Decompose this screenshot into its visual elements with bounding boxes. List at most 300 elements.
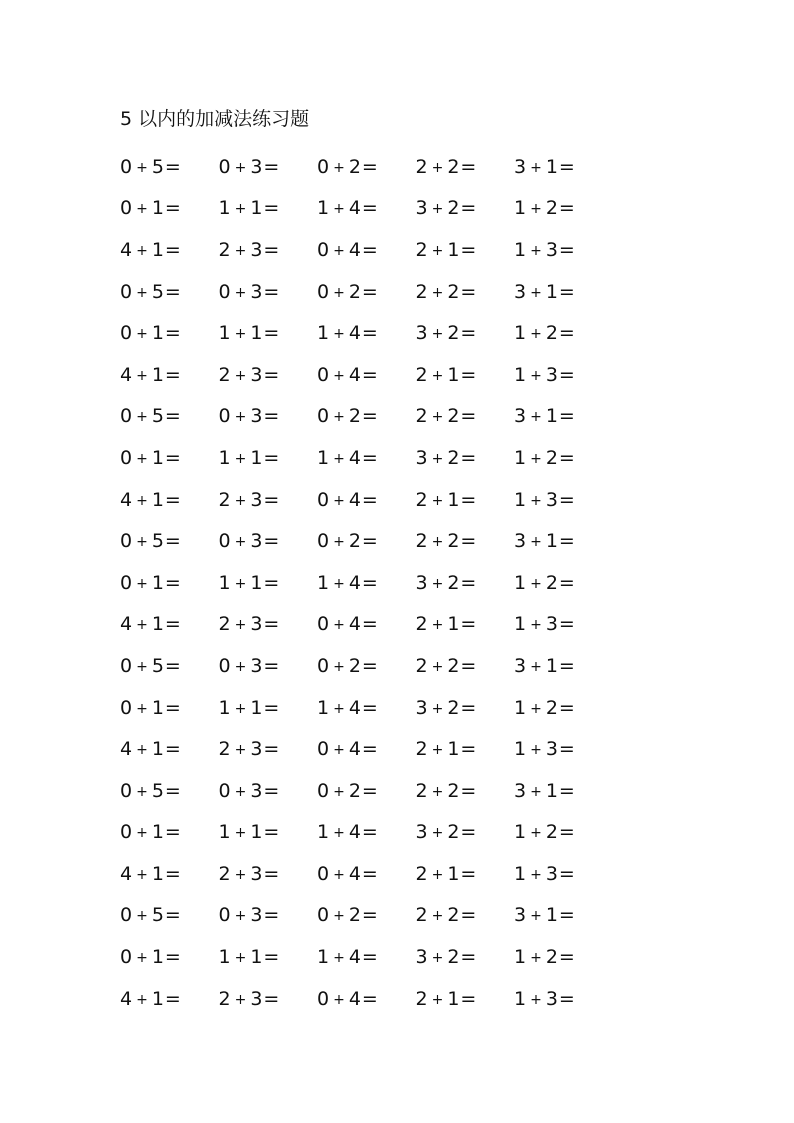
- addend-second: 4: [348, 862, 361, 885]
- problem-row: [120, 313, 640, 355]
- addition-problem: [416, 446, 515, 472]
- equals-sign: =: [263, 654, 280, 677]
- addend-second: 2: [545, 571, 558, 594]
- addition-problem: [219, 529, 318, 555]
- addend-first: 2: [415, 155, 428, 178]
- addend-second: 3: [250, 904, 263, 927]
- addend-first: 2: [415, 654, 428, 677]
- addition-problem: [120, 612, 219, 638]
- addition-problem: [416, 529, 515, 555]
- addition-problem: [416, 363, 515, 389]
- addition-problem: [219, 654, 318, 680]
- addend-second: 4: [348, 946, 361, 969]
- addend-second: 4: [348, 696, 361, 719]
- addition-problem: [120, 488, 219, 514]
- plus-sign: +: [530, 159, 542, 176]
- addend-second: 5: [151, 904, 164, 927]
- plus-sign: +: [333, 950, 345, 967]
- addend-first: 0: [120, 155, 133, 178]
- equals-sign: =: [164, 862, 181, 885]
- equals-sign: =: [558, 696, 575, 719]
- addition-problem: [416, 696, 515, 722]
- equals-sign: =: [460, 363, 477, 386]
- plus-sign: +: [234, 742, 247, 759]
- addend-first: 1: [514, 613, 527, 636]
- addition-problem: [120, 862, 219, 888]
- problem-row: [120, 480, 640, 522]
- plus-sign: +: [333, 534, 345, 551]
- equals-sign: =: [558, 197, 575, 220]
- addend-first: 2: [415, 738, 428, 761]
- plus-sign: +: [431, 742, 444, 759]
- equals-sign: =: [164, 821, 181, 844]
- addition-problem: [514, 987, 613, 1013]
- addend-first: 1: [317, 821, 330, 844]
- addend-second: 1: [545, 405, 558, 428]
- addend-second: 4: [348, 488, 361, 511]
- addend-second: 2: [348, 280, 361, 303]
- addend-first: 0: [317, 654, 330, 677]
- equals-sign: =: [361, 363, 378, 386]
- equals-sign: =: [361, 322, 378, 345]
- addend-first: 3: [514, 904, 527, 927]
- equals-sign: =: [558, 654, 575, 677]
- equals-sign: =: [361, 779, 378, 802]
- plus-sign: +: [530, 950, 542, 967]
- addition-problem: [120, 404, 219, 430]
- plus-sign: +: [234, 201, 247, 218]
- addend-second: 1: [447, 363, 460, 386]
- addition-problem: [416, 654, 515, 680]
- plus-sign: +: [234, 492, 247, 509]
- equals-sign: =: [558, 155, 575, 178]
- addend-first: 0: [317, 155, 330, 178]
- addend-second: 3: [250, 987, 263, 1010]
- problem-row: [120, 646, 640, 688]
- addition-problem: [120, 363, 219, 389]
- equals-sign: =: [460, 904, 477, 927]
- plus-sign: +: [530, 908, 542, 925]
- addend-second: 5: [151, 405, 164, 428]
- addend-second: 1: [151, 862, 164, 885]
- addition-problem: [416, 404, 515, 430]
- plus-sign: +: [234, 367, 247, 384]
- addend-first: 4: [120, 862, 133, 885]
- addition-problem: [219, 488, 318, 514]
- addend-second: 1: [250, 696, 263, 719]
- addend-second: 3: [250, 738, 263, 761]
- addition-problem: [416, 571, 515, 597]
- addend-second: 5: [151, 530, 164, 553]
- equals-sign: =: [558, 821, 575, 844]
- equals-sign: =: [460, 322, 477, 345]
- addend-first: 1: [218, 322, 231, 345]
- addend-second: 4: [348, 738, 361, 761]
- plus-sign: +: [136, 159, 148, 176]
- addend-second: 1: [545, 155, 558, 178]
- equals-sign: =: [164, 987, 181, 1010]
- plus-sign: +: [136, 742, 148, 759]
- addition-problem: [514, 612, 613, 638]
- equals-sign: =: [263, 405, 280, 428]
- equals-sign: =: [164, 155, 181, 178]
- plus-sign: +: [333, 284, 345, 301]
- addend-second: 2: [447, 280, 460, 303]
- addend-first: 1: [514, 987, 527, 1010]
- plus-sign: +: [333, 159, 345, 176]
- equals-sign: =: [460, 654, 477, 677]
- plus-sign: +: [431, 658, 444, 675]
- equals-sign: =: [164, 946, 181, 969]
- equals-sign: =: [164, 363, 181, 386]
- addend-first: 1: [514, 197, 527, 220]
- addend-second: 3: [250, 654, 263, 677]
- plus-sign: +: [431, 326, 444, 343]
- equals-sign: =: [164, 738, 181, 761]
- addition-problem: [317, 196, 416, 222]
- addition-problem: [514, 779, 613, 805]
- addition-problem: [514, 737, 613, 763]
- addend-second: 1: [151, 738, 164, 761]
- equals-sign: =: [361, 904, 378, 927]
- addend-first: 1: [514, 821, 527, 844]
- addend-first: 1: [514, 738, 527, 761]
- addend-first: 0: [218, 280, 231, 303]
- addition-problem: [514, 696, 613, 722]
- addend-second: 1: [545, 904, 558, 927]
- addition-problem: [317, 155, 416, 181]
- plus-sign: +: [234, 326, 247, 343]
- plus-sign: +: [136, 409, 148, 426]
- equals-sign: =: [263, 446, 280, 469]
- addend-first: 0: [120, 571, 133, 594]
- plus-sign: +: [530, 991, 542, 1008]
- plus-sign: +: [333, 575, 345, 592]
- addition-problem: [219, 321, 318, 347]
- addition-problem: [416, 280, 515, 306]
- addend-second: 3: [250, 530, 263, 553]
- addition-problem: [317, 737, 416, 763]
- addend-first: 0: [120, 322, 133, 345]
- addend-second: 1: [151, 363, 164, 386]
- problem-row: [120, 771, 640, 813]
- addend-first: 0: [120, 446, 133, 469]
- plus-sign: +: [136, 658, 148, 675]
- equals-sign: =: [460, 530, 477, 553]
- plus-sign: +: [234, 284, 247, 301]
- addend-first: 1: [514, 488, 527, 511]
- addition-problem: [120, 280, 219, 306]
- addition-problem: [416, 612, 515, 638]
- equals-sign: =: [460, 821, 477, 844]
- equals-sign: =: [263, 946, 280, 969]
- addend-first: 3: [514, 530, 527, 553]
- equals-sign: =: [558, 405, 575, 428]
- addend-first: 1: [514, 446, 527, 469]
- addend-second: 1: [545, 654, 558, 677]
- equals-sign: =: [460, 946, 477, 969]
- plus-sign: +: [234, 242, 247, 259]
- equals-sign: =: [263, 280, 280, 303]
- addend-first: 2: [415, 904, 428, 927]
- plus-sign: +: [431, 700, 444, 717]
- addend-second: 2: [447, 571, 460, 594]
- addend-first: 3: [415, 696, 428, 719]
- plus-sign: +: [431, 367, 444, 384]
- addend-second: 2: [447, 821, 460, 844]
- equals-sign: =: [558, 238, 575, 261]
- problem-row: [120, 937, 640, 979]
- addend-second: 3: [545, 987, 558, 1010]
- addend-second: 2: [545, 197, 558, 220]
- addition-problem: [120, 196, 219, 222]
- equals-sign: =: [361, 530, 378, 553]
- addend-first: 3: [514, 779, 527, 802]
- addend-second: 2: [348, 904, 361, 927]
- addend-second: 1: [151, 238, 164, 261]
- equals-sign: =: [460, 613, 477, 636]
- addition-problem: [219, 987, 318, 1013]
- addend-second: 1: [447, 738, 460, 761]
- addend-first: 2: [415, 238, 428, 261]
- addend-second: 1: [250, 322, 263, 345]
- addend-first: 0: [120, 197, 133, 220]
- equals-sign: =: [263, 904, 280, 927]
- addition-problem: [120, 696, 219, 722]
- addition-problem: [317, 529, 416, 555]
- addend-second: 1: [250, 946, 263, 969]
- plus-sign: +: [431, 991, 444, 1008]
- plus-sign: +: [136, 617, 148, 634]
- addend-second: 3: [250, 155, 263, 178]
- plus-sign: +: [136, 326, 148, 343]
- plus-sign: +: [136, 575, 148, 592]
- equals-sign: =: [164, 238, 181, 261]
- addend-first: 0: [317, 904, 330, 927]
- addend-first: 1: [218, 571, 231, 594]
- plus-sign: +: [333, 367, 345, 384]
- addition-problem: [514, 862, 613, 888]
- plus-sign: +: [136, 700, 148, 717]
- addend-first: 0: [317, 405, 330, 428]
- addend-second: 3: [545, 238, 558, 261]
- plus-sign: +: [530, 326, 542, 343]
- plus-sign: +: [234, 658, 247, 675]
- addend-second: 2: [545, 696, 558, 719]
- addend-second: 2: [545, 446, 558, 469]
- addend-second: 4: [348, 446, 361, 469]
- addend-first: 2: [415, 280, 428, 303]
- plus-sign: +: [431, 242, 444, 259]
- addend-second: 2: [545, 821, 558, 844]
- addend-second: 1: [250, 821, 263, 844]
- addend-first: 0: [120, 696, 133, 719]
- equals-sign: =: [460, 738, 477, 761]
- plus-sign: +: [136, 534, 148, 551]
- addend-second: 3: [250, 862, 263, 885]
- addend-second: 4: [348, 322, 361, 345]
- equals-sign: =: [558, 446, 575, 469]
- addend-second: 2: [545, 322, 558, 345]
- plus-sign: +: [234, 159, 247, 176]
- equals-sign: =: [263, 488, 280, 511]
- addend-first: 4: [120, 987, 133, 1010]
- problem-row: [120, 521, 640, 563]
- equals-sign: =: [263, 696, 280, 719]
- addition-problem: [514, 903, 613, 929]
- addend-first: 0: [120, 779, 133, 802]
- plus-sign: +: [333, 409, 345, 426]
- addend-first: 0: [317, 530, 330, 553]
- addend-first: 0: [218, 904, 231, 927]
- addend-first: 1: [514, 862, 527, 885]
- addend-first: 2: [415, 488, 428, 511]
- addend-second: 1: [447, 613, 460, 636]
- equals-sign: =: [263, 571, 280, 594]
- addition-problem: [317, 903, 416, 929]
- plus-sign: +: [234, 617, 247, 634]
- addition-problem: [514, 446, 613, 472]
- addend-first: 1: [514, 238, 527, 261]
- addend-first: 2: [415, 613, 428, 636]
- equals-sign: =: [164, 280, 181, 303]
- addend-first: 3: [514, 280, 527, 303]
- addition-problem: [317, 987, 416, 1013]
- addend-second: 1: [545, 779, 558, 802]
- addend-second: 1: [151, 488, 164, 511]
- addend-second: 4: [348, 571, 361, 594]
- addend-first: 0: [120, 530, 133, 553]
- plus-sign: +: [136, 783, 148, 800]
- addend-second: 2: [348, 405, 361, 428]
- addend-second: 2: [447, 696, 460, 719]
- addition-problem: [120, 820, 219, 846]
- addend-second: 2: [447, 197, 460, 220]
- equals-sign: =: [460, 405, 477, 428]
- plus-sign: +: [136, 450, 148, 467]
- plus-sign: +: [431, 617, 444, 634]
- addend-second: 3: [250, 779, 263, 802]
- equals-sign: =: [361, 571, 378, 594]
- plus-sign: +: [530, 242, 542, 259]
- addend-second: 2: [447, 155, 460, 178]
- addend-first: 4: [120, 738, 133, 761]
- addend-first: 3: [415, 571, 428, 594]
- addition-problem: [120, 321, 219, 347]
- addend-first: 0: [317, 987, 330, 1010]
- equals-sign: =: [164, 446, 181, 469]
- addend-first: 3: [415, 197, 428, 220]
- addition-problem: [416, 945, 515, 971]
- addend-second: 3: [250, 405, 263, 428]
- equals-sign: =: [460, 696, 477, 719]
- equals-sign: =: [558, 613, 575, 636]
- addend-first: 0: [317, 738, 330, 761]
- equals-sign: =: [361, 197, 378, 220]
- addend-first: 3: [415, 946, 428, 969]
- plus-sign: +: [333, 825, 345, 842]
- addend-second: 4: [348, 197, 361, 220]
- addition-problem: [120, 737, 219, 763]
- addition-problem: [219, 280, 318, 306]
- addition-problem: [416, 903, 515, 929]
- addition-problem: [219, 903, 318, 929]
- addend-second: 5: [151, 654, 164, 677]
- addition-problem: [120, 987, 219, 1013]
- addition-problem: [416, 862, 515, 888]
- addend-second: 4: [348, 363, 361, 386]
- problem-row: [120, 272, 640, 314]
- addition-problem: [514, 363, 613, 389]
- addend-second: 3: [545, 363, 558, 386]
- addition-problem: [514, 404, 613, 430]
- problem-grid: [120, 147, 640, 1020]
- addition-problem: [416, 196, 515, 222]
- addition-problem: [416, 779, 515, 805]
- addition-problem: [416, 155, 515, 181]
- addition-problem: [317, 404, 416, 430]
- addend-second: 1: [447, 238, 460, 261]
- addend-second: 1: [151, 821, 164, 844]
- equals-sign: =: [558, 571, 575, 594]
- addend-first: 0: [120, 946, 133, 969]
- addition-problem: [317, 779, 416, 805]
- addend-second: 2: [447, 654, 460, 677]
- equals-sign: =: [361, 488, 378, 511]
- addend-first: 1: [514, 946, 527, 969]
- addition-problem: [120, 779, 219, 805]
- addend-second: 3: [250, 238, 263, 261]
- addend-first: 0: [120, 280, 133, 303]
- addition-problem: [120, 238, 219, 264]
- equals-sign: =: [263, 779, 280, 802]
- addition-problem: [416, 488, 515, 514]
- addition-problem: [416, 820, 515, 846]
- plus-sign: +: [333, 201, 345, 218]
- plus-sign: +: [333, 492, 345, 509]
- addition-problem: [120, 155, 219, 181]
- equals-sign: =: [164, 488, 181, 511]
- addend-second: 1: [151, 613, 164, 636]
- plus-sign: +: [234, 700, 247, 717]
- addition-problem: [219, 446, 318, 472]
- plus-sign: +: [234, 825, 247, 842]
- addition-problem: [514, 196, 613, 222]
- equals-sign: =: [263, 862, 280, 885]
- equals-sign: =: [263, 155, 280, 178]
- addend-second: 2: [447, 530, 460, 553]
- addend-second: 5: [151, 280, 164, 303]
- addition-problem: [120, 945, 219, 971]
- plus-sign: +: [530, 492, 542, 509]
- addend-second: 1: [250, 446, 263, 469]
- addition-problem: [514, 654, 613, 680]
- addition-problem: [120, 446, 219, 472]
- plus-sign: +: [530, 617, 542, 634]
- problem-row: [120, 189, 640, 231]
- plus-sign: +: [530, 658, 542, 675]
- equals-sign: =: [558, 738, 575, 761]
- addend-second: 2: [447, 904, 460, 927]
- plus-sign: +: [431, 908, 444, 925]
- equals-sign: =: [164, 405, 181, 428]
- plus-sign: +: [234, 908, 247, 925]
- addition-problem: [317, 612, 416, 638]
- plus-sign: +: [333, 242, 345, 259]
- equals-sign: =: [460, 238, 477, 261]
- addition-problem: [219, 363, 318, 389]
- addend-first: 2: [415, 363, 428, 386]
